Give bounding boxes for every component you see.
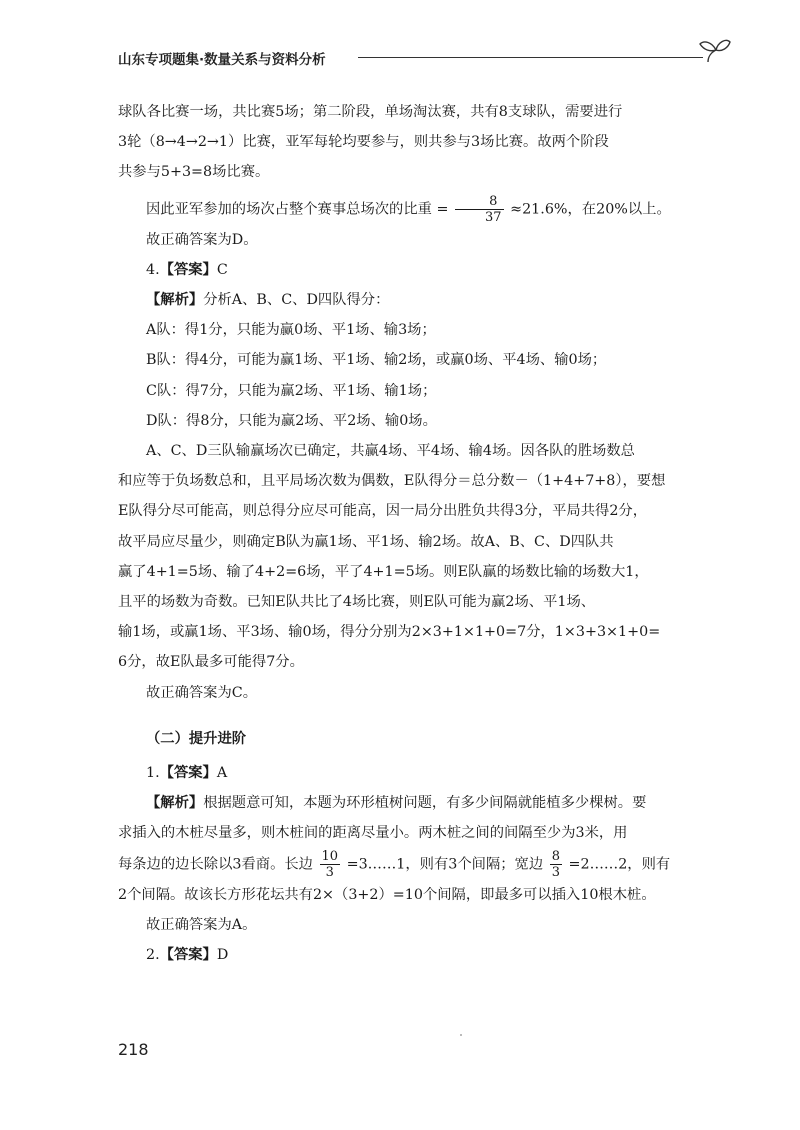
question-number: 1.	[146, 765, 160, 782]
header-rule	[358, 57, 703, 58]
team-b-line: B队：得4分，可能为赢1场、平1场、输2场，或赢0场、平4场、输0场；	[146, 352, 607, 369]
answer-value: C	[216, 261, 228, 278]
text-line: 共参与5+3=8场比赛。	[118, 164, 270, 181]
question-number: 4.	[146, 261, 160, 278]
text-fragment: 每条边的边长除以3看商。长边	[118, 856, 313, 873]
analysis-line	[118, 788, 718, 818]
page-number: 218	[118, 1040, 149, 1059]
team-d-line: D队：得8分，只能为赢2场、平2场、输0场。	[146, 412, 437, 429]
text-fragment: =3……1，则有3个间隔；宽边	[346, 856, 544, 873]
text-line: 求插入的木桩尽量多，则木桩间的距离尽量小。两木桩之间的间隔至少为3米，用	[118, 825, 628, 842]
answer-value: D	[216, 947, 229, 964]
sprout-icon	[698, 36, 732, 66]
team-a-line: A队：得1分，只能为赢0场、平1场、输3场；	[146, 322, 436, 339]
fraction	[550, 849, 562, 880]
analysis-intro	[118, 285, 718, 315]
text-fragment: ≈21.6%，在20%以上。	[510, 201, 671, 218]
text-line: E队得分尽可能高，则总得分应尽可能高，因一局分出胜负共得3分，平局共得2分，	[118, 503, 648, 520]
text-line: 赢了4+1=5场、输了4+2=6场，平了4+1=5场。则E队赢的场数比输的场数大1，	[118, 563, 649, 580]
question-answer-2	[118, 940, 718, 970]
answer-conclusion: 故正确答案为A。	[146, 916, 257, 933]
fraction-line	[118, 849, 718, 880]
answer-tag: 【答案】	[159, 765, 217, 782]
text-fragment: 因此亚军参加的场次占整个赛事总场次的比重 =	[146, 201, 449, 218]
team-c-line: C队：得7分，只能为赢2场、平1场、输1场；	[146, 382, 437, 399]
text-line: 6分，故E队最多可能得7分。	[118, 654, 304, 671]
text-line: 输1场，或赢1场、平3场、输0场，得分分别为2×3+1×1+0=7分，1×3+3×1+0=	[118, 624, 661, 641]
ratio-paragraph	[118, 194, 718, 225]
analysis-tag: 【解析】	[146, 795, 204, 812]
fraction	[320, 849, 341, 880]
text-line: 3轮（8→4→2→1）比赛，亚军每轮均要参与，则共参与3场比赛。故两个阶段	[118, 134, 609, 151]
section-gap	[118, 708, 718, 724]
fraction-numerator: 8	[551, 848, 560, 864]
question-answer-4	[118, 255, 718, 285]
page-body	[118, 97, 718, 970]
fraction-denominator: 37	[485, 209, 502, 225]
question-answer-1	[118, 758, 718, 788]
fraction-denominator: 3	[551, 864, 560, 880]
text-line: A、C、D三队输赢场次已确定，共赢4场、平4场、输4场。因各队的胜场数总	[146, 443, 635, 460]
analysis-tag: 【解析】	[146, 292, 204, 309]
text-line: 且平的场数为奇数。已知E队共比了4场比赛，则E队可能为赢2场、平1场、	[118, 594, 596, 611]
fraction-denominator: 3	[325, 864, 334, 880]
running-header	[118, 40, 728, 80]
text-line: 2个间隔。故该长方形花坛共有2×（3+2）=10个间隔，即最多可以插入10根木桩。	[118, 886, 656, 903]
fraction	[455, 194, 504, 225]
answer-tag: 【答案】	[159, 947, 217, 964]
text-line: 球队各比赛一场，共比赛5场；第二阶段，单场淘汰赛，共有8支球队，需要进行	[118, 104, 623, 120]
answer-tag: 【答案】	[159, 261, 217, 278]
header-title: 山东专项题集·数量关系与资料分析	[118, 52, 326, 68]
text-fragment: =2……2，则有	[568, 856, 671, 873]
answer-conclusion: 故正确答案为C。	[146, 684, 258, 701]
question-number: 2.	[146, 947, 160, 964]
answer-value: A	[216, 765, 228, 782]
answer-conclusion: 故正确答案为D。	[146, 231, 258, 248]
text-line: 故平局应尽量少，则确定B队为赢1场、平1场、输2场。故A、B、C、D四队共	[118, 533, 614, 550]
section-heading: （二）提升进阶	[146, 730, 247, 747]
scan-speck	[460, 1034, 462, 1036]
fraction-numerator: 8	[455, 194, 504, 210]
text-fragment: 分析A、B、C、D四队得分：	[203, 292, 390, 309]
text-line: 和应等于负场数总和，且平局场次数为偶数，E队得分＝总分数－（1+4+7+8），要想	[118, 473, 666, 490]
fraction-numerator: 10	[321, 848, 339, 864]
text-fragment: 根据题意可知，本题为环形植树问题，有多少间隔就能植多少棵树。要	[203, 795, 647, 812]
